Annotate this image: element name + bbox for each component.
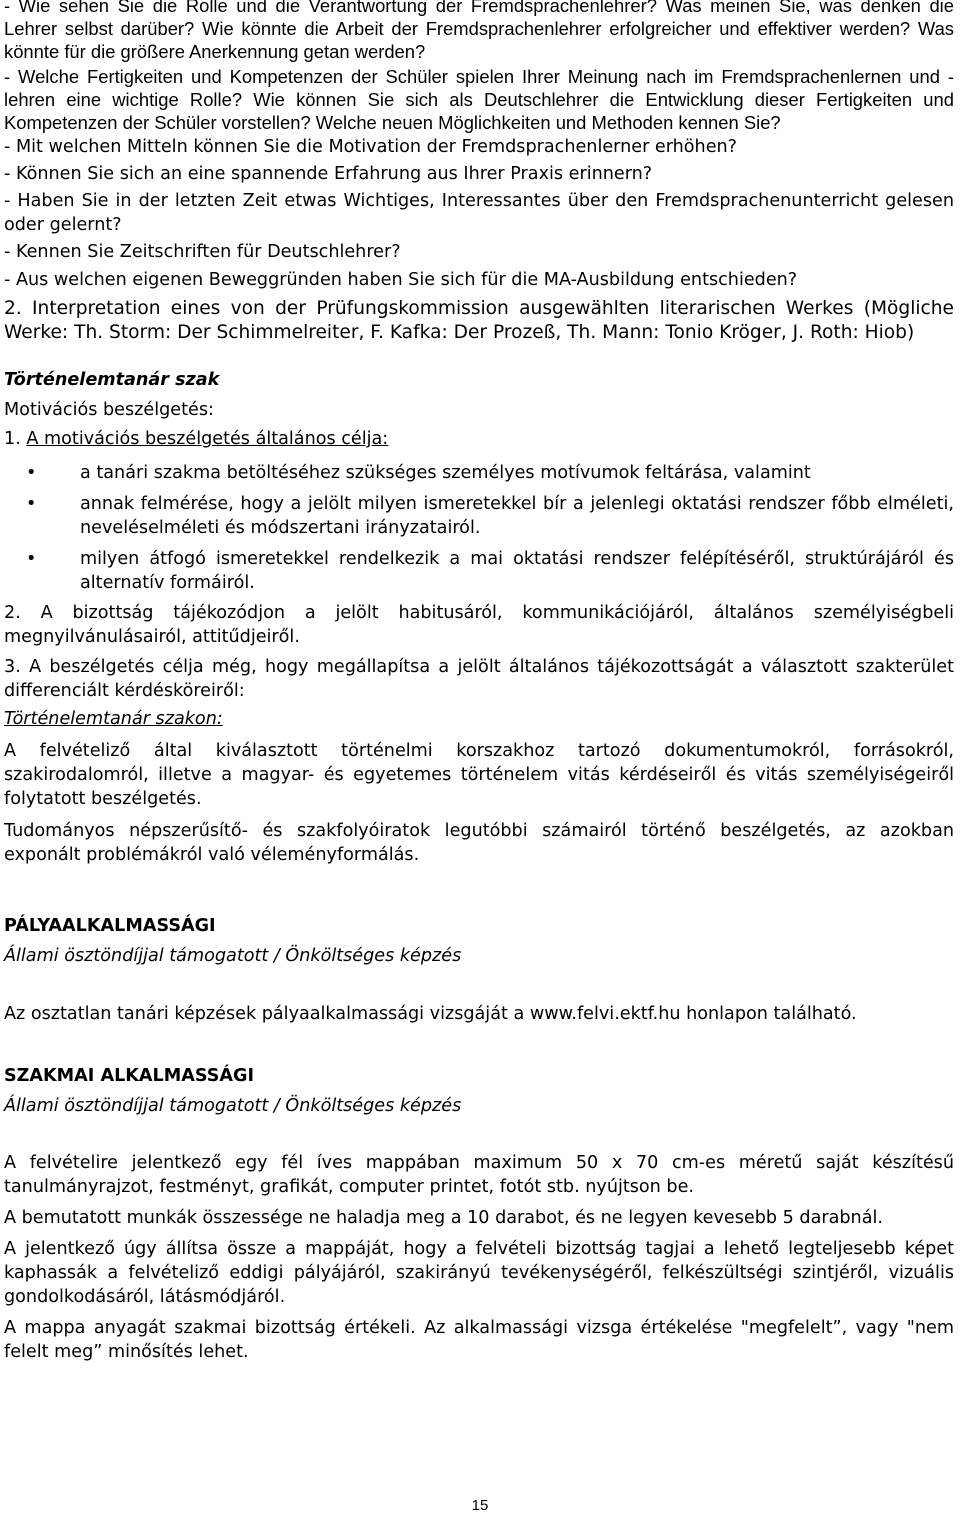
list-item: • a tanári szakma betöltéséhez szükséges személyes motívumok feltárása, valamint [26, 463, 811, 483]
history-subheading: Motivációs beszélgetés: [4, 400, 214, 420]
history-szakon-label: Történelemtanár szakon: [4, 709, 223, 729]
bullet-icon: • [26, 463, 37, 483]
page-number: 15 [471, 1497, 489, 1514]
history-item-3: 3. A beszélgetés célja még, hogy megállapítsa a jelölt általános tájékozottságát a választott szakterület differenciált kérdésköreiről: [4, 657, 954, 701]
szakmai-heading: SZAKMAI ALKALMASSÁGI [4, 1066, 255, 1086]
history-paragraph-2: Tudományos népszerűsítő- és szakfolyóiratok legutóbbi számairól történő beszélgetés, az azokban exponált problémákról való véleményformálás. [4, 821, 954, 865]
szakmai-paragraph-1: A felvételire jelentkező egy fél íves mappában maximum 50 x 70 cm-es méretű saját készítésű tanulmányrajzot, festményt, grafikát, computer printet, fotót stb. nyújtson be. [4, 1153, 954, 1197]
history-heading: Történelemtanár szak [4, 370, 220, 390]
german-question-role: - Wie sehen Sie die Rolle und die Verantwortung der Fremdsprachenlehrer? Was meinen Sie, was denken die Lehrer selbst darüber? Wie könnte die Arbeit der Fremdsprachenlehrer erfolgreicher und effektiver werden? Was könnte für die größere Anerkennung getan werden? [4, 0, 954, 62]
palya-heading: PÁLYAALKALMASSÁGI [4, 916, 216, 936]
german-interpretation: 2. Interpretation eines von der Prüfungskommission ausgewählten literarischen Werkes (Mögliche Werke: Th. Storm: Der Schimmelreiter, F. Kafka: Der Prozeß, Th. Mann: Tonio Kröger, J. Roth: Hiob) [4, 298, 954, 343]
german-question-skills: - Welche Fertigkeiten und Kompetenzen der Schüler spielen Ihrer Meinung nach im Fremdsprachenlernen und -lehren eine wichtige Rolle? Wie können Sie sich als Deutschlehrer die Entwicklung dieser Fertigkeiten und Kompetenzen der Schüler vorstellen? Welche neuen Möglichkeiten und Methoden kennen Sie? [4, 66, 954, 133]
palya-subheading: Állami ösztöndíjjal támogatott / Önköltséges képzés [4, 946, 462, 966]
palya-text: Az osztatlan tanári képzések pályaalkalmassági vizsgáját a www.felvi.ektf.hu honlapon található. [4, 1004, 857, 1024]
history-paragraph-1: A felvételiző által kiválasztott történelmi korszakhoz tartozó dokumentumokról, forrásokról, szakirodalomról, illetve a magyar- és egyetemes történelem vitás kérdéseiről és vitás személyiségeiről folytatott beszélgetés. [4, 741, 954, 809]
document-page [4, 0, 954, 1364]
german-question-journals: - Kennen Sie Zeitschriften für Deutschlehrer? [4, 242, 401, 262]
history-item-2: 2. A bizottság tájékozódjon a jelölt habitusáról, kommunikációjáról, általános személyiségbeli megnyilvánulásairól, attitűdjeiről. [4, 603, 954, 647]
history-item-1-number: 1. [4, 429, 21, 449]
german-question-experience: - Können Sie sich an eine spannende Erfahrung aus Ihrer Praxis erinnern? [4, 164, 653, 184]
bullet-icon: • [26, 494, 37, 514]
szakmai-subheading: Állami ösztöndíjjal támogatott / Önköltséges képzés [4, 1096, 462, 1116]
szakmai-paragraph-3: A jelentkező úgy állítsa össze a mappáját, hogy a felvételi bizottság tagjai a lehető legteljesebb képet kaphassák a felvételiző eddigi pályájáról, szakirányú tevékenységéről, felkészültségi szintjéről, vizuális gondolkodásáról, látásmódjáról. [4, 1239, 954, 1307]
szakmai-paragraph-2: A bemutatott munkák összessége ne haladja meg a 10 darabot, és ne legyen kevesebb 5 darabnál. [4, 1208, 883, 1228]
history-goal-list [4, 461, 954, 595]
german-question-motivation: - Mit welchen Mitteln können Sie die Motivation der Fremdsprachenlerner erhöhen? [4, 137, 738, 157]
german-question-reading: - Haben Sie in der letzten Zeit etwas Wichtiges, Interessantes über den Fremdsprachenunterricht gelesen oder gelernt? [4, 191, 954, 235]
history-item-1 [4, 427, 954, 451]
bullet-icon: • [26, 549, 37, 569]
history-item-1-text: A motivációs beszélgetés általános célja: [26, 429, 389, 449]
szakmai-paragraph-4: A mappa anyagát szakmai bizottság értékeli. Az alkalmassági vizsga értékelése "megfelelt”, vagy "nem felelt meg” minősítés lehet. [4, 1318, 954, 1362]
list-item: • milyen átfogó ismeretekkel rendelkezik a mai oktatási rendszer felépítéséről, struktúrájáról és alternatív formáiról. [26, 549, 954, 593]
list-item: • annak felmérése, hogy a jelölt milyen ismeretekkel bír a jelenlegi oktatási rendszer főbb elméleti, neveléselméleti és módszertani irányzatairól. [26, 494, 954, 538]
german-question-reasons: - Aus welchen eigenen Beweggründen haben Sie sich für die MA-Ausbildung entschieden? [4, 270, 798, 290]
